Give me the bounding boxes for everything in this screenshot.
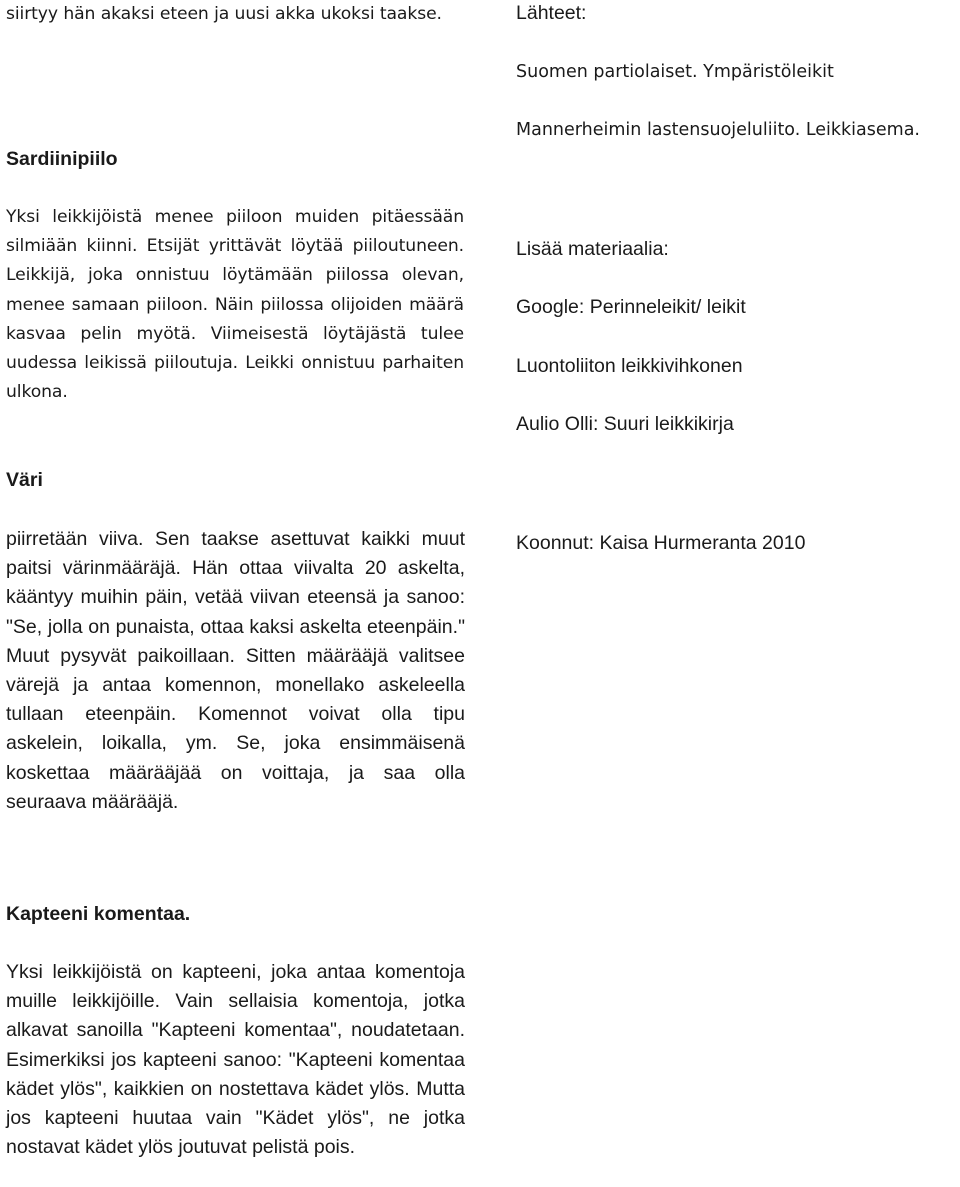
vari-text: piirretään viiva. Sen taakse asettuvat kaikki muut paitsi värinmääräjä. Hän ottaa viivalta 20 askelta, kääntyy muihin päin, vetää viivan eteensä ja sanoo: "Se, jolla on punaista, ottaa kaksi askelta eteenpäin." Muut pysyvät paikoillaan. Sitten määrääjä valitsee värejä ja antaa komennon, monellako askeleella tullaan eteenpäin. Komennot voivat olla tipu askelein, loikalla, ym. Se, joka ensimmäisenä koskettaa määrääjää on voittaja, ja saa olla seuraava määrääjä. <box>6 528 465 813</box>
material-item: Google: Perinneleikit/ leikit <box>516 296 746 318</box>
sources-label: Lähteet: <box>516 2 587 24</box>
source-item: Suomen partiolaiset. Ympäristöleikit <box>516 62 834 82</box>
vari-heading: Väri <box>6 469 43 491</box>
source-item: Mannerheimin lastensuojeluliito. Leikkiasema. <box>516 120 920 140</box>
sardiinipiilo-text: Yksi leikkijöistä menee piiloon muiden pitäessään silmiään kiinni. Etsijät yrittävät löytää piiloutuneen. Leikkijä, joka onnistuu löytämään piilossa olevan, menee samaan piiloon. Näin piilossa olijoiden määrä kasvaa pelin myötä. Viimeisestä löytäjästä tulee uudessa leikissä piiloutuja. Leikki onnistuu parhaiten ulkona. <box>6 207 464 403</box>
credit-text: Koonnut: Kaisa Hurmeranta 2010 <box>516 532 806 554</box>
more-material-label: Lisää materiaalia: <box>516 238 669 260</box>
material-item: Luontoliiton leikkivihkonen <box>516 355 743 377</box>
sardiinipiilo-heading: Sardiinipiilo <box>6 148 118 170</box>
intro-text: siirtyy hän akaksi eteen ja uusi akka ukoksi taakse. <box>6 4 442 24</box>
kapteeni-text: Yksi leikkijöistä on kapteeni, joka antaa komentoja muille leikkijöille. Vain sellaisia komentoja, jotka alkavat sanoilla "Kapteeni komentaa", noudatetaan. Esimerkiksi jos kapteeni sanoo: "Kapteeni komentaa kädet ylös", kaikkien on nostettava kädet ylös. Mutta jos kapteeni huutaa vain "Kädet ylös", ne jotka nostavat kädet ylös joutuvat pelistä pois. <box>6 961 465 1159</box>
kapteeni-heading: Kapteeni komentaa. <box>6 903 191 925</box>
material-item: Aulio Olli: Suuri leikkikirja <box>516 413 734 435</box>
